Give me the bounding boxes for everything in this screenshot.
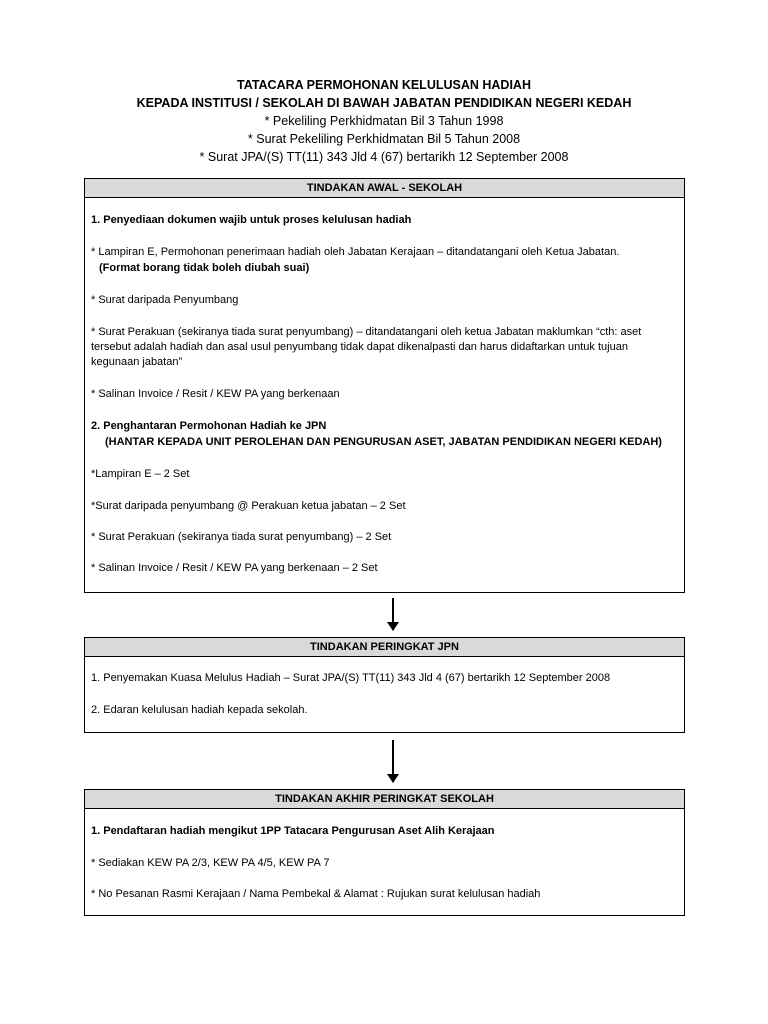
list-item-note: (Format borang tidak boleh diubah suai) [99, 262, 310, 274]
section-heading: 1. Penyediaan dokumen wajib untuk proses kelulusan hadiah [91, 214, 412, 226]
list-item: * Sediakan KEW PA 2/3, KEW PA 4/5, KEW PA 7 [91, 857, 330, 869]
section-heading: 1. Pendaftaran hadiah mengikut 1PP Tatacara Pengurusan Aset Alih Kerajaan [91, 825, 495, 837]
list-item: * Surat Perakuan (sekiranya tiada surat penyumbang) – ditandatangani oleh ketua Jabatan maklumkan “cth: aset tersebut adalah hadiah dan asal usul penyumbang tidak dapat dikenalpasti dan harus didaftarkan untuk tujuan kegunaan jabatan” [91, 326, 642, 368]
box-tindakan-akhir [84, 789, 685, 916]
list-item: 1. Penyemakan Kuasa Melulus Hadiah – Surat JPA/(S) TT(11) 343 Jld 4 (67) bertarikh 12 September 2008 [91, 672, 611, 684]
box-tindakan-jpn [84, 637, 685, 733]
section-heading: 2. Penghantaran Permohonan Hadiah ke JPN [91, 420, 327, 432]
doc-subtitle: KEPADA INSTITUSI / SEKOLAH DI BAWAH JABATAN PENDIDIKAN NEGERI KEDAH [136, 96, 632, 110]
flow-arrow-2 [392, 740, 394, 782]
box-title: TINDAKAN AKHIR PERINGKAT SEKOLAH [85, 790, 684, 809]
reference-3: * Surat JPA/(S) TT(11) 343 Jld 4 (67) bertarikh 12 September 2008 [199, 150, 569, 164]
list-item: *Lampiran E – 2 Set [91, 468, 190, 480]
list-item: * Salinan Invoice / Resit / KEW PA yang berkenaan – 2 Set [91, 562, 378, 574]
box-title: TINDAKAN PERINGKAT JPN [85, 638, 684, 657]
list-item: * Surat Perakuan (sekiranya tiada surat penyumbang) – 2 Set [91, 531, 392, 543]
flow-arrow-1 [392, 598, 394, 630]
list-item: * Lampiran E, Permohonan penerimaan hadiah oleh Jabatan Kerajaan – ditandatangani oleh Ketua Jabatan. [91, 246, 620, 258]
list-item: 2. Edaran kelulusan hadiah kepada sekolah. [91, 704, 308, 716]
reference-1: * Pekeliling Perkhidmatan Bil 3 Tahun 1998 [264, 114, 504, 128]
box-tindakan-awal [84, 178, 685, 593]
list-item: *Surat daripada penyumbang @ Perakuan ketua jabatan – 2 Set [91, 500, 406, 512]
section-note: (HANTAR KEPADA UNIT PEROLEHAN DAN PENGURUSAN ASET, JABATAN PENDIDIKAN NEGERI KEDAH) [105, 436, 662, 448]
list-item: * Surat daripada Penyumbang [91, 294, 239, 306]
box-title: TINDAKAN AWAL - SEKOLAH [85, 179, 684, 198]
list-item: * No Pesanan Rasmi Kerajaan / Nama Pembekal & Alamat : Rujukan surat kelulusan hadiah [91, 888, 541, 900]
document-header [0, 76, 768, 166]
doc-title: TATACARA PERMOHONAN KELULUSAN HADIAH [237, 78, 531, 92]
reference-2: * Surat Pekeliling Perkhidmatan Bil 5 Tahun 2008 [247, 132, 521, 146]
list-item: * Salinan Invoice / Resit / KEW PA yang berkenaan [91, 388, 340, 400]
